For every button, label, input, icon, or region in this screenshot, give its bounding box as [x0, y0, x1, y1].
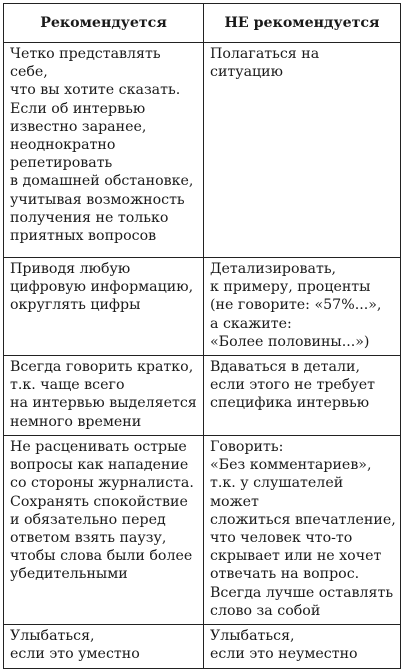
- table-row: [4, 356, 401, 436]
- cell-not-recommended: [204, 43, 401, 258]
- cell-text: Не расценивать острые вопросы как нападение со стороны журналиста. Сохранять спокойствие и обязательно перед ответом взять паузу, чтобы слова были более убедительными: [10, 439, 194, 583]
- cell-recommended: [4, 356, 204, 436]
- header-recommended: Рекомендуется: [4, 4, 204, 43]
- recommendations-table: [3, 3, 401, 669]
- table-row: [4, 436, 401, 625]
- cell-recommended: [4, 43, 204, 258]
- cell-text: Улыбаться, если это неуместно: [210, 628, 358, 663]
- cell-text: Улыбаться, если это уместно: [10, 628, 140, 663]
- cell-text: Четко представлять себе, что вы хотите сказать. Если об интервью известно заранее, неоднократно репетировать в домашней обстановке, учитывая возможность получения не только приятных вопросов: [10, 46, 194, 245]
- table-header-row: [4, 4, 401, 43]
- cell-not-recommended: [204, 625, 401, 669]
- cell-text: Говорить: «Без комментариев», т.к. у слушателей может сложиться впечатление, что человек что-то скрывает или не хочет отвечать на вопрос. Всегда лучше оставлять слово за собой: [210, 439, 396, 619]
- cell-not-recommended: [204, 436, 401, 625]
- table-row: [4, 625, 401, 669]
- cell-recommended: [4, 436, 204, 625]
- cell-recommended: [4, 625, 204, 669]
- table-row: [4, 43, 401, 258]
- cell-recommended: [4, 258, 204, 356]
- cell-text: Всегда говорить кратко, т.к. чаще всего на интервью выделяется немного времени: [10, 359, 197, 430]
- cell-text: Полагаться на ситуацию: [210, 46, 320, 81]
- cell-text: Приводя любую цифровую информацию, округлять цифры: [10, 261, 194, 314]
- cell-text: Детализировать, к примеру, проценты (не говорите: «57%...», а скажите: «Более половины...»): [210, 261, 382, 350]
- header-not-recommended: НЕ рекомендуется: [204, 4, 401, 43]
- table-row: [4, 258, 401, 356]
- cell-not-recommended: [204, 258, 401, 356]
- cell-text: Вдаваться в детали, если этого не требует специфика интервью: [210, 359, 375, 412]
- cell-not-recommended: [204, 356, 401, 436]
